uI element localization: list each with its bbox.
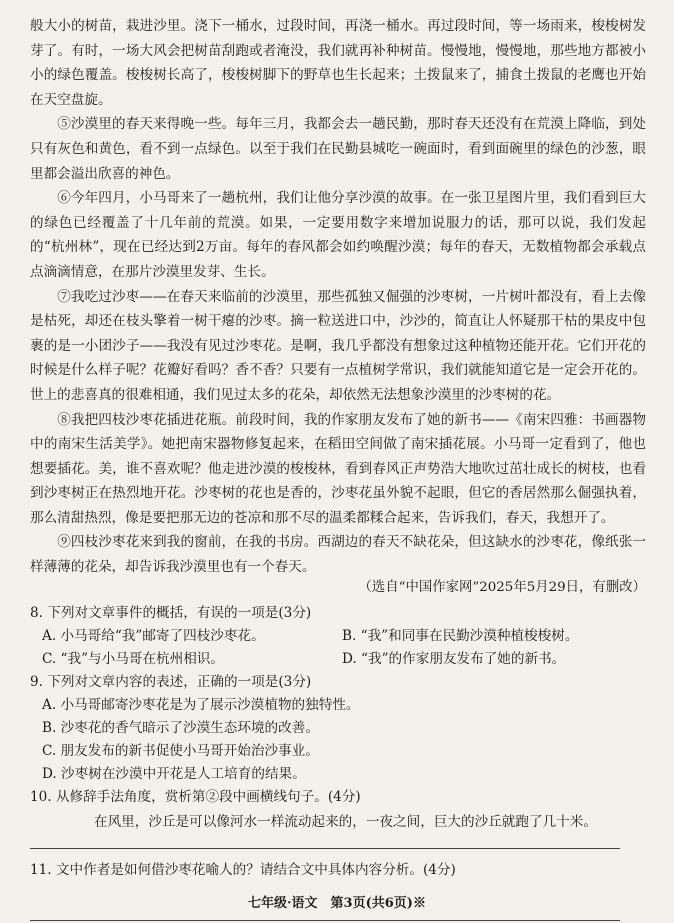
question-8 bbox=[30, 602, 646, 671]
question-8-option-d: D. “我”的作家朋友发布了她的新书。 bbox=[342, 651, 566, 667]
question-8-option-b: B. “我”和同事在民勤沙漠种植梭梭树。 bbox=[342, 628, 579, 644]
question-8-option-c: C. “我”与小马哥在杭州相识。 bbox=[42, 651, 224, 667]
paragraph-9: ⑨四枝沙枣花来到我的窗前，在我的书房。西湖边的春天不缺花朵，但这缺水的沙枣花，像纸张一样薄薄的花朵，却告诉我沙漠里也有一个春天。 bbox=[30, 534, 646, 576]
reading-passage bbox=[30, 14, 646, 580]
paragraph-5: ⑤沙漠里的春天来得晚一些。每年三月，我都会去一趟民勤，那时春天还没有在荒漠上降临，到处只有灰色和黄色，看不到一点绿色。以至于我们在民勤县城吃一碗面时，看到面碗里的绿色的沙葱，眼里都会溢出欣喜的神色。 bbox=[30, 116, 646, 182]
question-9 bbox=[30, 671, 646, 786]
passage-source: （选自“中国作家网”2025年5月29日，有删改） bbox=[358, 580, 646, 595]
paragraph-6: ⑥今年四月，小马哥来了一趟杭州，我们让他分享沙漠的故事。在一张卫星图片里，我们看到巨大的绿色已经覆盖了十几年前的荒漠。如果，一定要用数字来增加说服力的话，那可以说，我们发起的“杭州林”，现在已经达到2万亩。每年的春风都会如约唤醒沙漠；每年的春天，无数植物都会承载点点滴滴情意，在那片沙漠里发芽、生长。 bbox=[30, 190, 646, 280]
question-11-stem: 11. 文中作者是如何借沙枣花喻人的？请结合文中具体内容分析。(4分) bbox=[30, 862, 456, 878]
answer-line bbox=[30, 848, 620, 849]
questions-section bbox=[30, 602, 646, 921]
question-9-stem: 9. 下列对文章内容的表述，正确的一项是(3分) bbox=[30, 674, 312, 690]
page-footer: 七年级·语文 第3页(共6页)※ bbox=[248, 896, 426, 911]
question-10-quote: 在风里，沙丘是可以像河水一样流动起来的，一夜之间，巨大的沙丘就跑了几十米。 bbox=[94, 814, 597, 830]
paragraph-7: ⑦我吃过沙枣——在春天来临前的沙漠里，那些孤独又倔强的沙枣树，一片树叶都没有，看上去像是枯死，却还在枝头擎着一树干瘪的沙枣。摘一粒送进口中，沙沙的，简直让人怀疑那干枯的果皮中包裹的是一小团沙子——我没有见过沙枣花。是啊，我几乎都没有想象过这种植物还能开花。它们开花的时候是什么样子呢？花瓣好看吗？香不香？只要有一点植树学常识，我们就能知道它是一定会开花的。世上的悲喜真的很难相通，我们见过太多的花朵，却依然无法想象沙漠里的沙枣树的花。 bbox=[30, 288, 646, 403]
question-9-option-a: A. 小马哥邮寄沙枣花是为了展示沙漠植物的独特性。 bbox=[42, 697, 360, 713]
answer-line bbox=[30, 920, 620, 921]
question-9-option-b: B. 沙枣花的香气暗示了沙漠生态环境的改善。 bbox=[42, 720, 319, 736]
question-8-options bbox=[30, 625, 646, 671]
paragraph-continued: 般大小的树苗，栽进沙里。浇下一桶水，过段时间，再浇一桶水。再过段时间，等一场雨来，梭梭树发芽了。有时，一场大风会把树苗刮跑或者淹没，我们就再补种树苗。慢慢地，慢慢地，那些地方都被小小的绿色覆盖。梭梭树长高了，梭梭树脚下的野草也生长起来；土拨鼠来了，捕食土拨鼠的老鹰也开始在天空盘旋。 bbox=[30, 18, 646, 108]
paragraph-8: ⑧我把四枝沙枣花插进花瓶。前段时间，我的作家朋友发布了她的新书——《南宋四雅：书画器物中的南宋生活美学》。她把南宋器物修复起来，在稻田空间做了南宋插花展。小马哥一定看到了，他也想要插花。美，谁不喜欢呢？他走进沙漠的梭梭林，看到春风正声势浩大地吹过茁壮成长的树枝，也看到沙枣树正在热烈地开花。沙枣树的花也是香的，沙枣花虽外貌不起眼，但它的香居然那么倔强执着，那么清甜热烈，像是要把那无边的苍凉和那不尽的温柔都糅合起来，告诉我们，春天，我想开了。 bbox=[30, 411, 646, 526]
question-9-options bbox=[30, 694, 646, 786]
question-10 bbox=[30, 786, 646, 849]
question-9-option-d: D. 沙枣树在沙漠中开花是人工培育的结果。 bbox=[42, 766, 306, 782]
question-8-stem: 8. 下列对文章事件的概括，有误的一项是(3分) bbox=[30, 605, 312, 621]
question-9-option-c: C. 朋友发布的新书促使小马哥开始治沙事业。 bbox=[42, 743, 319, 759]
question-8-option-a: A. 小马哥给“我”邮寄了四枝沙枣花。 bbox=[42, 628, 265, 644]
question-11 bbox=[30, 859, 646, 921]
question-10-stem: 10. 从修辞手法角度，赏析第②段中画横线句子。(4分) bbox=[30, 789, 361, 805]
